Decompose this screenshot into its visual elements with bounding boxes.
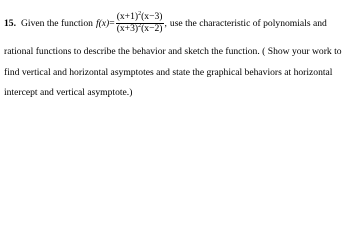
question-document — [0, 0, 350, 111]
numerator-factor-2: (x−3) — [141, 10, 163, 22]
question-line-3: find vertical and horizontal asymptotes and state the graphical behaviors at horizontal — [4, 67, 333, 78]
denominator-factor-2: (x−2) — [141, 23, 163, 35]
denominator-factor-1: (x+3) — [116, 23, 139, 35]
question-line1-tail: use the characteristic of polynomials and — [169, 17, 327, 29]
question-first-line — [4, 10, 327, 36]
question-number: 15. — [4, 17, 16, 29]
function-fraction — [116, 12, 164, 35]
question-lead-text: Given the function — [21, 17, 93, 29]
question-line-4: intercept and vertical asymptote.) — [4, 87, 133, 98]
comma: , — [164, 17, 167, 29]
fraction-numerator — [116, 12, 164, 22]
equals-sign: = — [109, 17, 115, 29]
function-name: f(x) — [95, 17, 110, 29]
numerator-exponent: 2 — [138, 10, 142, 17]
question-line-2: rational functions to describe the behavior and sketch the function. ( Show your work to — [4, 46, 342, 57]
fraction-denominator — [116, 24, 164, 34]
numerator-factor-1: (x+1) — [116, 10, 139, 22]
denominator-exponent: 2 — [138, 23, 142, 30]
